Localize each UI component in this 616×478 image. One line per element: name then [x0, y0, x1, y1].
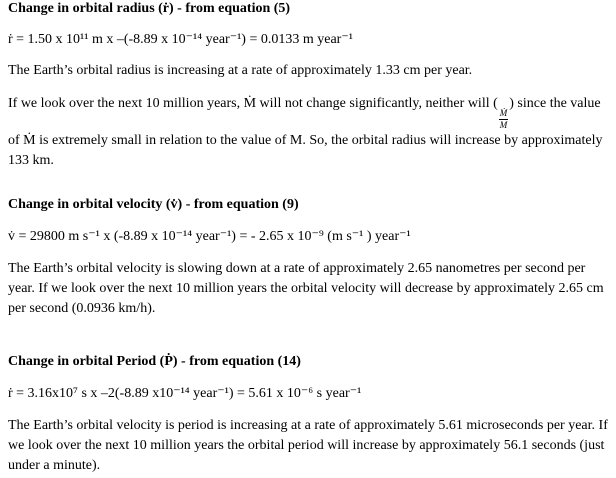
- fraction-numerator: Ṁ: [499, 108, 508, 118]
- paragraph-radius-rate: The Earth’s orbital radius is increasing at a rate of approximately 1.33 cm per year.: [8, 63, 473, 78]
- equation-velocity: v̇ = 29800 m s⁻¹ x (-8.89 x 10⁻¹⁴ year⁻¹) = - 2.65 x 10⁻⁹ (m s⁻¹ ) year⁻¹: [8, 229, 411, 244]
- section-heading-radius: Change in orbital radius (ṙ) - from equation (5): [8, 1, 291, 16]
- fraction-denominator: M: [499, 120, 508, 130]
- section-heading-velocity: Change in orbital velocity (v̇) - from equation (9): [8, 197, 299, 212]
- section-heading-period: Change in orbital Period (Ṗ) - from equation (14): [8, 354, 301, 369]
- paragraph-velocity: The Earth’s orbital velocity is slowing down at a rate of approximately 2.65 nanometres per second per year. If we look over the next 10 million years the orbital velocity will decrease by approximately 2.65 cm per second (0.0936 km/h).: [8, 261, 604, 316]
- paragraph-radius-projection-part2: ) since the value of Ṁ is extremely small in relation to the value of M. So, the orbital radius will increase by approximately 133 km.: [8, 96, 603, 168]
- paragraph-period: The Earth’s orbital velocity is period is increasing at a rate of approximately 5.61 microseconds per year. If we look over the next 10 million years the orbital period will increase by approximately 56.1 seconds (just under a minute).: [8, 418, 608, 473]
- mass-ratio-fraction: [499, 108, 509, 131]
- paragraph-radius-projection: [8, 94, 608, 171]
- equation-period: ṙ = 3.16x10⁷ s x –2(-8.89 x10⁻¹⁴ year⁻¹) = 5.61 x 10⁻⁶ s year⁻¹: [8, 386, 362, 401]
- paragraph-radius-projection-part1: If we look over the next 10 million years, Ṁ will not change significantly, neither will (: [8, 96, 498, 111]
- equation-radius: ṙ = 1.50 x 10¹¹ m x –(-8.89 x 10⁻¹⁴ year⁻¹) = 0.0133 m year⁻¹: [8, 32, 353, 47]
